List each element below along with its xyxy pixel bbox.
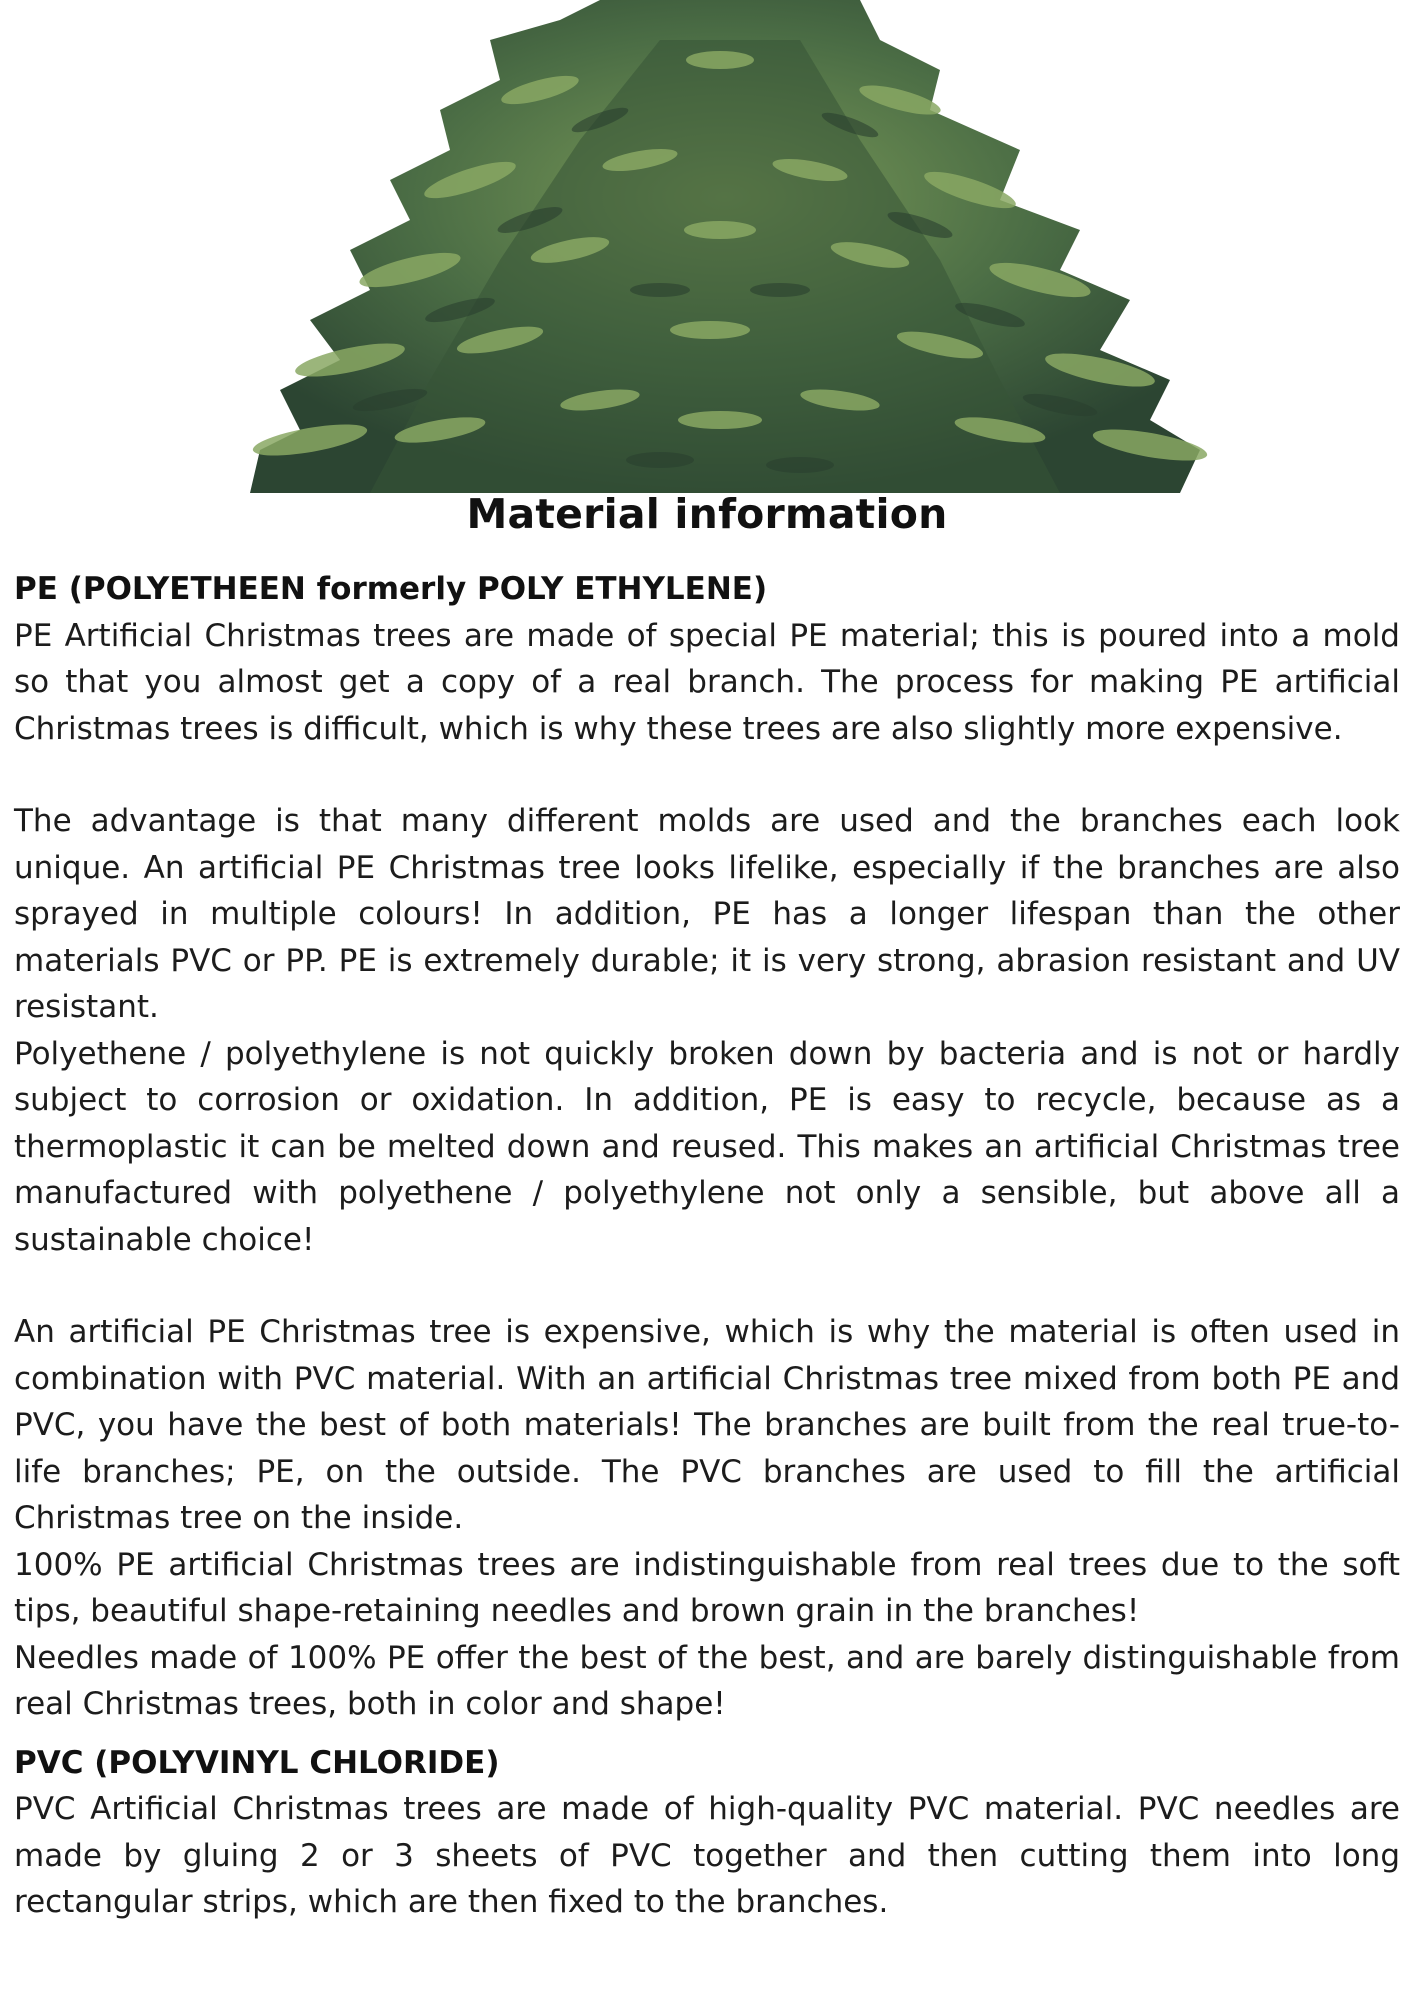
pe-paragraph-4: An artificial PE Christmas tree is expensive, which is why the material is often used in combination with PVC material. With an artificial Christmas tree mixed from both PE and PVC, you have the best of both materials! The branches are built from the real true-to-life branches; PE, on the outside. The PVC branches are used to fill the artificial Christmas tree on the inside.: [14, 1314, 1400, 1536]
page-title: Material information: [466, 490, 948, 538]
pe-paragraph-5: 100% PE artificial Christmas trees are indistinguishable from real trees due to the soft tips, beautiful shape-retaining needles and brown grain in the branches!: [14, 1546, 1400, 1629]
pe-paragraph-1: PE Artificial Christmas trees are made of special PE material; this is poured into a mold so that you almost get a copy of a real branch. The process for making PE artificial Christmas trees is difficult, which is why these trees are also slightly more expensive.: [14, 617, 1400, 747]
pe-paragraph-2: The advantage is that many different molds are used and the branches each look unique. An artificial PE Christmas tree looks lifelike, especially if the branches are also sprayed in multiple colours! In addition, PE has a longer lifespan than the other materials PVC or PP. PE is extremely durable; it is very strong, abrasion resistant and UV resistant.: [14, 803, 1400, 1025]
christmas-tree-photo: [240, 0, 1220, 493]
pe-paragraph-3: Polyethene / polyethylene is not quickly broken down by bacteria and is not or hardly subject to corrosion or oxidation. In addition, PE is easy to recycle, because as a thermoplastic it can be melted down and reused. This makes an artificial Christmas tree manufactured with polyethene / polyethylene not only a sensible, but above all a sustainable choice!: [14, 1035, 1400, 1258]
paragraph-spacer: [14, 1263, 1400, 1309]
material-content: [14, 566, 1400, 1926]
section-heading-pe: PE (POLYETHEEN formerly POLY ETHYLENE): [14, 571, 768, 607]
pvc-paragraph-1: PVC Artificial Christmas trees are made of high-quality PVC material. PVC needles are made by gluing 2 or 3 sheets of PVC together and then cutting them into long rectangular strips, which are then fixed to the branches.: [14, 1791, 1400, 1920]
christmas-tree-icon: [240, 0, 1220, 493]
paragraph-spacer: [14, 752, 1400, 798]
pe-paragraph-6: Needles made of 100% PE offer the best of the best, and are barely distinguishable from real Christmas trees, both in color and shape!: [14, 1639, 1400, 1722]
section-heading-pvc: PVC (POLYVINYL CHLORIDE): [14, 1744, 500, 1781]
